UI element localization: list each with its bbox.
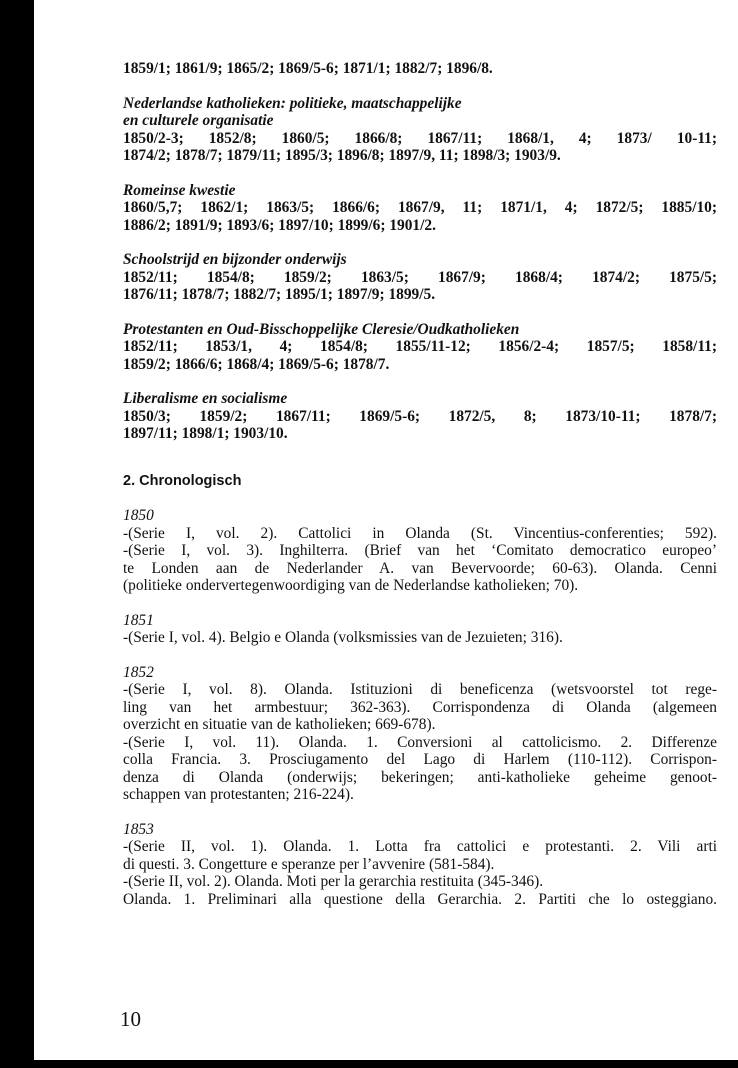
thematic-section-5: [123, 390, 717, 443]
thematic-section-4: [123, 321, 717, 374]
chronological-heading: 2. Chronologisch: [123, 472, 242, 489]
chron-line: colla Francia. 3. Prosciugamento del Lago di Harlem (110-112). Corrispon-: [123, 751, 717, 768]
top-line: 1859/1; 1861/9; 1865/2; 1869/5-6; 1871/1; 1882/7; 1896/8.: [123, 60, 493, 77]
scan-border-left: [0, 0, 34, 1068]
chron-line: -(Serie I, vol. 8). Olanda. Istituzioni di beneficenza (wetsvoorstel tot rege-: [123, 681, 717, 698]
chron-line: Olanda. 1. Preliminari alla questione della Gerarchia. 2. Partiti che lo osteggiano.: [123, 890, 717, 908]
chron-line: (politieke ondervertegenwoordiging van de Nederlandse katholieken; 70).: [123, 577, 579, 594]
chron-line: -(Serie I, vol. 3). Inghilterra. (Brief van het ‘Comitato democratico europeo’: [123, 542, 717, 559]
scan-border-bottom: [0, 1060, 738, 1068]
chron-line: -(Serie I, vol. 4). Belgio e Olanda (volksmissies van de Jezuieten; 316).: [123, 629, 563, 646]
page-number: 10: [120, 1007, 141, 1031]
section-title: en culturele organisatie: [123, 112, 274, 129]
section-entries: 1860/5,7; 1862/1; 1863/5; 1866/6; 1867/9, 11; 1871/1, 4; 1872/5; 1885/10;: [123, 199, 717, 216]
year-label: 1851: [123, 611, 154, 629]
year-block-1850: [123, 507, 717, 595]
year-label: 1852: [123, 663, 154, 681]
section-title: Liberalisme en socialisme: [123, 390, 288, 407]
section-entries: 1852/11; 1853/1, 4; 1854/8; 1855/11-12; 1856/2-4; 1857/5; 1858/11;: [123, 338, 717, 355]
section-entries: 1886/2; 1891/9; 1893/6; 1897/10; 1899/6; 1901/2.: [123, 216, 436, 234]
section-title: Schoolstrijd en bijzonder onderwijs: [123, 251, 347, 268]
chron-line: -(Serie I, vol. 11). Olanda. 1. Conversioni al cattolicismo. 2. Differenze: [123, 733, 717, 751]
year-label: 1850: [123, 507, 154, 524]
section-entries: 1859/2; 1866/6; 1868/4; 1869/5-6; 1878/7.: [123, 355, 390, 373]
section-entries: 1874/2; 1878/7; 1879/11; 1895/3; 1896/8; 1897/9, 11; 1898/3; 1903/9.: [123, 147, 561, 164]
thematic-section-3: [123, 251, 717, 304]
section-entries: 1852/11; 1854/8; 1859/2; 1863/5; 1867/9; 1868/4; 1874/2; 1875/5;: [123, 268, 717, 286]
chron-line: -(Serie II, vol. 2). Olanda. Moti per la gerarchia restituita (345-346).: [123, 873, 544, 890]
section-entries: 1850/2-3; 1852/8; 1860/5; 1866/8; 1867/11; 1868/1, 4; 1873/ 10-11;: [123, 129, 717, 147]
section-title: Romeinse kwestie: [123, 181, 236, 199]
document-page: [123, 60, 717, 908]
chron-line: schappen van protestanten; 216-224).: [123, 786, 354, 803]
chron-line: di questi. 3. Congetture e speranze per l’avvenire (581-584).: [123, 855, 495, 873]
thematic-section-1: [123, 95, 717, 165]
year-label: 1853: [123, 820, 154, 838]
section-entries: 1876/11; 1878/7; 1882/7; 1895/1; 1897/9; 1899/5.: [123, 286, 436, 303]
section-entries: 1850/3; 1859/2; 1867/11; 1869/5-6; 1872/5, 8; 1873/10-11; 1878/7;: [123, 407, 717, 425]
section-title: Protestanten en Oud-Bisschoppelijke Cleresie/Oudkatholieken: [123, 320, 520, 338]
year-block-1852: [123, 664, 717, 804]
year-block-1851: [123, 612, 717, 647]
chron-line: te Londen aan de Nederlander A. van Bevervoorde; 60-63). Olanda. Cenni: [123, 559, 717, 577]
section-entries: 1897/11; 1898/1; 1903/10.: [123, 425, 288, 442]
chron-line: overzicht en situatie van de katholieken; 669-678).: [123, 716, 436, 733]
thematic-section-2: [123, 182, 717, 235]
chron-line: denza di Olanda (onderwijs; bekeringen; anti-katholieke geheime genoot-: [123, 768, 717, 786]
chron-line: -(Serie II, vol. 1). Olanda. 1. Lotta fra cattolici e protestanti. 2. Vili arti: [123, 838, 717, 855]
chron-line: -(Serie I, vol. 2). Cattolici in Olanda (St. Vincentius-conferenties; 592).: [123, 524, 717, 542]
chron-line: ling van het armbestuur; 362-363). Corrispondenza di Olanda (algemeen: [123, 698, 717, 716]
section-title: Nederlandse katholieken: politieke, maatschappelijke: [123, 94, 462, 112]
year-block-1853: [123, 821, 717, 909]
